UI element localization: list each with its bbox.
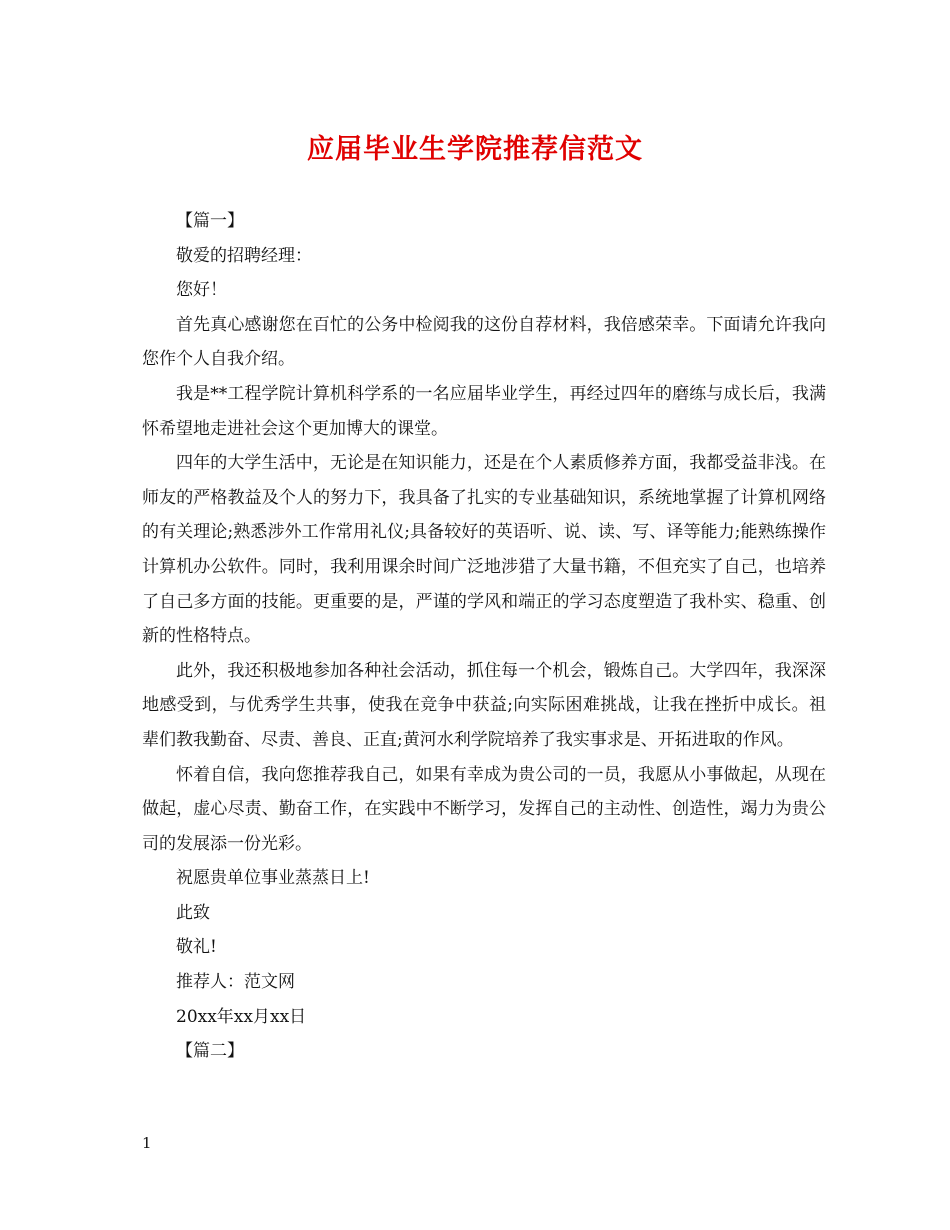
body-paragraph: 此外，我还积极地参加各种社会活动，抓住每一个机会，锻炼自己。大学四年，我深深地感受到，与优秀学生共事，使我在竞争中获益;向实际困难挑战，让我在挫折中成长。祖辈们教我勤奋、尽责、善良、正直;黄河水利学院培养了我实事求是、开拓进取的作风。 [142,660,826,750]
body-paragraph: 怀着自信，我向您推荐我自己，如果有幸成为贵公司的一员，我愿从小事做起，从现在做起，虚心尽责、勤奋工作，在实践中不断学习，发挥自己的主动性、创造性，竭力为贵公司的发展添一份光彩。 [142,764,826,854]
body-paragraph: 四年的大学生活中，无论是在知识能力，还是在个人素质修养方面，我都受益非浅。在师友的严格教益及个人的努力下，我具备了扎实的专业基础知识，系统地掌握了计算机网络的有关理论;熟悉涉外工作常用礼仪;具备较好的英语听、说、读、写、译等能力;能熟练操作计算机办公软件。同时，我利用课余时间广泛地涉猎了大量书籍，不但充实了自己，也培养了自己多方面的技能。更重要的是，严谨的学风和端正的学习态度塑造了我朴实、稳重、创新的性格特点。 [142,453,826,647]
body-paragraph: 我是**工程学院计算机科学系的一名应届毕业学生，再经过四年的磨练与成长后，我满怀希望地走进社会这个更加博大的课堂。 [142,383,826,439]
closing-wish: 祝愿贵单位事业蒸蒸日上! [176,868,370,889]
body-paragraph: 首先真心感谢您在百忙的公务中检阅我的这份自荐材料，我倍感荣幸。下面请允许我向您作个人自我介绍。 [142,314,826,370]
signature: 推荐人：范文网 [176,972,295,993]
page-number: 1 [142,1134,152,1152]
date-line: 20xx年xx月xx日 [176,1006,307,1027]
greeting: 您好！ [176,280,227,301]
closing-regards: 敬礼! [176,937,217,958]
section-heading-two: 【篇二】 [176,1041,244,1062]
document-title: 应届毕业生学院推荐信范文 [307,134,643,165]
document-body [142,204,826,1069]
salutation: 敬爱的招聘经理： [176,245,312,266]
section-heading-one: 【篇一】 [176,211,244,231]
closing-line: 此致 [176,902,210,923]
